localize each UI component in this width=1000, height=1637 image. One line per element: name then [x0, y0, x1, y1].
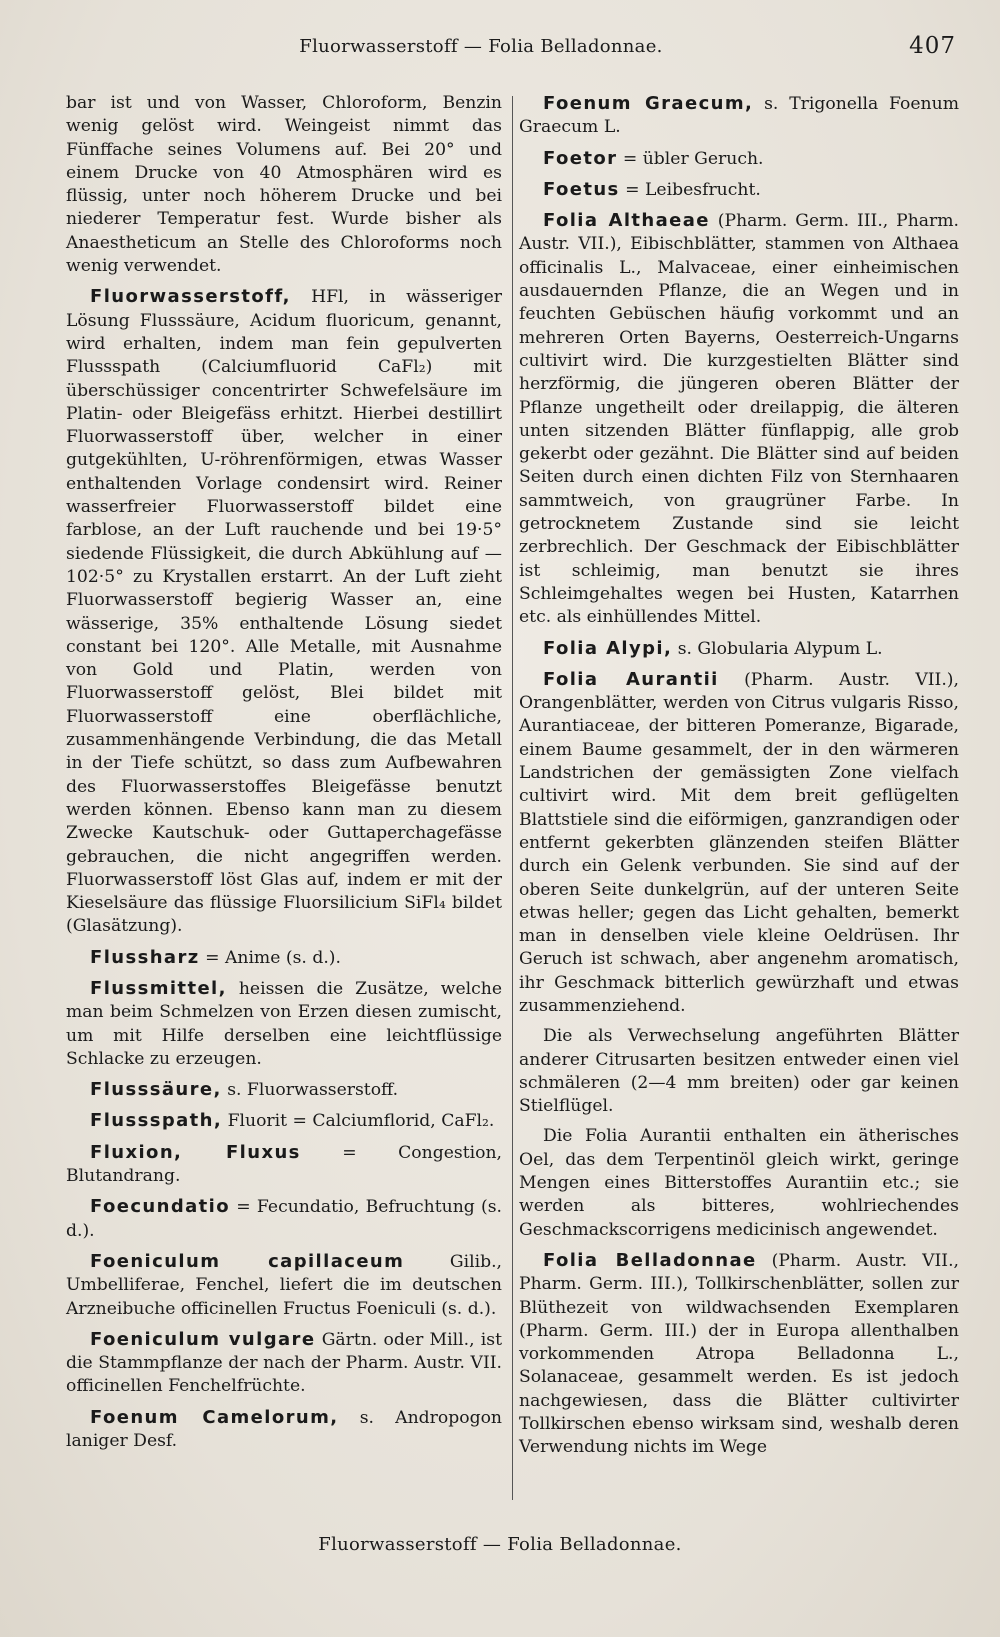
- running-title: Fluorwasserstoff — Folia Belladonnae.: [299, 36, 663, 57]
- entry-text: s. Trigonella Foenum Graecum L.: [519, 94, 959, 138]
- entry-text: Fluorit = Calciumflorid, CaFl₂.: [227, 1111, 495, 1132]
- page-footer: Fluorwasserstoff — Folia Belladonnae.: [318, 1534, 682, 1555]
- entry-paragraph: [519, 1125, 959, 1241]
- entry-flussmittel: [66, 977, 502, 1071]
- entry-fluorwasserstoff: [66, 285, 502, 938]
- entry-text: bar ist und von Wasser, Chloroform, Benzin wenig gelöst wird. Weingeist nimmt das Fünffache seines Volumens auf. Bei 20° und einem Drucke von 40 Atmosphären wird es flüssig, unter noch höherem Drucke und bei niederer Temperatur fest. Wurde bisher als Anaestheticum an Stelle des Chloroforms noch wenig verwendet.: [66, 93, 502, 277]
- entry-headword: Folia Althaeae: [543, 210, 710, 232]
- entry-text: (Pharm. Germ. III., Pharm. Austr. VII.), Eibischblätter, stammen von Althaea officinalis L., Malvaceae, einer einheimischen ausdauernden Pflanze, die an Wegen und in feuchten Gebüschen häufig vorkommt und an mehreren Orten Bayerns, Oesterreich-Ungarns cultivirt wird. Die kurzgestielten Blätter sind herzförmig, die jüngeren oberen Blätter der Pflanze ungetheilt oder dreilappig, die älteren unten sitzenden Blätter fünflappig, alle grob gekerbt oder gezähnt. Die Blätter sind auf beiden Seiten durch einen dichten Filz von Sternhaaren sammtweich, von graugrüner Farbe. In getrocknetem Zustande sind sie leicht zerbrechlich. Der Geschmack der Eibischblätter ist schleimig, man benutzt sie ihres Schleimgehaltes wegen bei Husten, Katarrhen etc. als einhüllendes Mittel.: [519, 211, 959, 628]
- entry-headword: Foenum Camelorum,: [90, 1406, 339, 1428]
- entry-headword: Folia Aurantii: [543, 668, 719, 690]
- entry-headword: Folia Alypi,: [543, 637, 673, 659]
- entry-headword: Flussharz: [90, 946, 200, 968]
- entry-flussharz: [66, 946, 502, 970]
- entry-fluxion: [66, 1141, 502, 1189]
- entry-folia-althaeae: [519, 209, 959, 629]
- entry-text: HFl, in wässeriger Lösung Flusssäure, Acidum fluoricum, genannt, wird erhalten, indem man fein gepulverten Flussspath (Calciumfluorid CaFl₂) mit überschüssiger concentrirter Schwefelsäure im Platin- oder Bleigefäss erhitzt. Hierbei destillirt Fluorwasserstoff über, welcher in einer gutgekühlten, U-röhrenförmigen, etwas Wasser enthaltenden Vorlage condensirt wird. Reiner wasserfreier Fluorwasserstoff bildet eine farblose, an der Luft rauchende und bei 19·5° siedende Flüssigkeit, die durch Abkühlung auf —102·5° zu Krystallen erstarrt. An der Luft zieht Fluorwasserstoff begierig Wasser an, eine wässerige, 35% enthaltende Lösung siedet constant bei 120°. Alle Metalle, mit Ausnahme von Gold und Platin, werden von Fluorwasserstoff gelöst, Blei bildet mit Fluorwasserstoff eine oberflächliche, zusammenhängende Verbindung, die das Metall in der Tiefe schützt, so dass zum Aufbewahren des Fluorwasserstoffes Bleigefässe benutzt werden können. Ebenso kann man zu diesem Zwecke Kautschuk- oder Guttaperchagefässe gebrauchen, die nicht angegriffen werden. Fluorwasserstoff löst Glas auf, indem er mit der Kieselsäure das flüssige Fluorsilicium SiFl₄ bildet (Glasätzung).: [66, 287, 502, 937]
- entry-headword: Folia Belladonnae: [543, 1249, 757, 1271]
- entry-text: Die als Verwechselung angeführten Blätter anderer Citrusarten besitzen entweder einen viel schmäleren (2—4 mm breiten) oder gar keinen Stielflügel.: [519, 1026, 959, 1117]
- entry-text: (Pharm. Austr. VII.), Orangenblätter, werden von Citrus vulgaris Risso, Aurantiaceae, der bitteren Pomeranze, Bigarade, einem Baume gesammelt, der in den wärmeren Landstrichen der gemässigten Zone vielfach cultivirt wird. Mit dem breit geflügelten Blattstiele sind die eiförmigen, ganzrandigen oder entfernt gekerbten glänzenden steifen Blätter durch ein Gelenk verbunden. Sie sind auf der oberen Seite dunkelgrün, auf der unteren Seite etwas heller; gegen das Licht gehalten, bemerkt man in denselben viele kleine Oeldrüsen. Ihr Geruch ist schwach, aber angenehm aromatisch, ihr Geschmack bitterlich gewürzhaft und etwas zusammenziehend.: [519, 669, 959, 1016]
- entry-flussspath: [66, 1109, 502, 1133]
- entry-foeniculum-capillaceum: [66, 1250, 502, 1321]
- entry-headword: Fluorwasserstoff,: [90, 286, 291, 308]
- entry-flusssaeure: [66, 1078, 502, 1102]
- entry-text: = Anime (s. d.).: [205, 947, 341, 968]
- entry-foenum-graecum: [519, 92, 959, 140]
- entry-paragraph: [519, 1025, 959, 1118]
- entry-foenum-camelorum: [66, 1406, 502, 1454]
- entry-headword: Fluxion, Fluxus: [90, 1141, 301, 1163]
- entry-folia-belladonnae: [519, 1249, 959, 1460]
- left-column: [66, 92, 502, 1460]
- entry-folia-aurantii: [519, 668, 959, 1018]
- entry-text: = Congestion, Blutandrang.: [66, 1142, 502, 1187]
- entry-text: s. Fluorwasserstoff.: [227, 1080, 399, 1101]
- entry-headword: Flussmittel,: [90, 977, 227, 999]
- entry-text: (Pharm. Austr. VII., Pharm. Germ. III.), Tollkirschenblätter, sollen zur Blüthezeit von wildwachsenden Exemplaren (Pharm. Germ. III.) der in Europa allenthalben vorkommenden Atropa Belladonna L., Solanaceae, gesammelt werden. Es ist jedoch nachgewiesen, dass die Blätter cultivirter Tollkirschen ebenso wirksam sind, weshalb deren Verwendung nichts im Wege: [519, 1250, 960, 1458]
- entry-folia-alypi: [519, 637, 959, 661]
- entry-text: heissen die Zusätze, welche man beim Schmelzen von Erzen diesen zumischt, um mit Hilfe derselben eine leichtflüssige Schlacke zu erzeugen.: [66, 978, 502, 1069]
- page-number: 407: [909, 33, 956, 59]
- entry-headword: Foeniculum capillaceum: [90, 1250, 405, 1272]
- entry-text: = Leibesfrucht.: [625, 179, 761, 200]
- page-header: [66, 33, 956, 66]
- entry-headword: Foetor: [543, 147, 618, 169]
- entry-text: = Fecundatio, Befruchtung (s. d.).: [66, 1197, 503, 1241]
- entry-text: s. Andropogon laniger Desf.: [66, 1407, 502, 1452]
- entry-headword: Flussspath,: [90, 1110, 223, 1132]
- entry-continuation: [66, 92, 502, 278]
- entry-foetus: [519, 178, 959, 202]
- entry-foecundatio: [66, 1195, 502, 1243]
- entry-text: Gilib., Umbelliferae, Fenchel, liefert die im deutschen Arzneibuche officinellen Fructus Foeniculi (s. d.).: [66, 1251, 502, 1319]
- entry-headword: Flusssäure,: [90, 1079, 222, 1101]
- entry-headword: Foecundatio: [90, 1196, 231, 1218]
- right-column: [519, 92, 959, 1467]
- entry-headword: Foeniculum vulgare: [90, 1328, 316, 1350]
- entry-headword: Foenum Graecum,: [543, 93, 754, 114]
- entry-foetor: [519, 147, 959, 171]
- entry-headword: Foetus: [543, 178, 620, 200]
- column-divider: [512, 96, 513, 1500]
- entry-text: Gärtn. oder Mill., ist die Stammpflanze der nach der Pharm. Austr. VII. officinellen Fenchelfrüchte.: [66, 1329, 503, 1397]
- entry-foeniculum-vulgare: [66, 1328, 502, 1399]
- entry-text: Die Folia Aurantii enthalten ein ätherisches Oel, das dem Terpentinöl gleich wirkt, geringe Mengen eines Bitterstoffes Aurantiin etc.; sie werden als bitteres, wohlriechendes Geschmackscorrigens medicinisch angewendet.: [519, 1126, 959, 1240]
- entry-text: s. Globularia Alypum L.: [677, 638, 883, 659]
- entry-text: = übler Geruch.: [622, 148, 764, 169]
